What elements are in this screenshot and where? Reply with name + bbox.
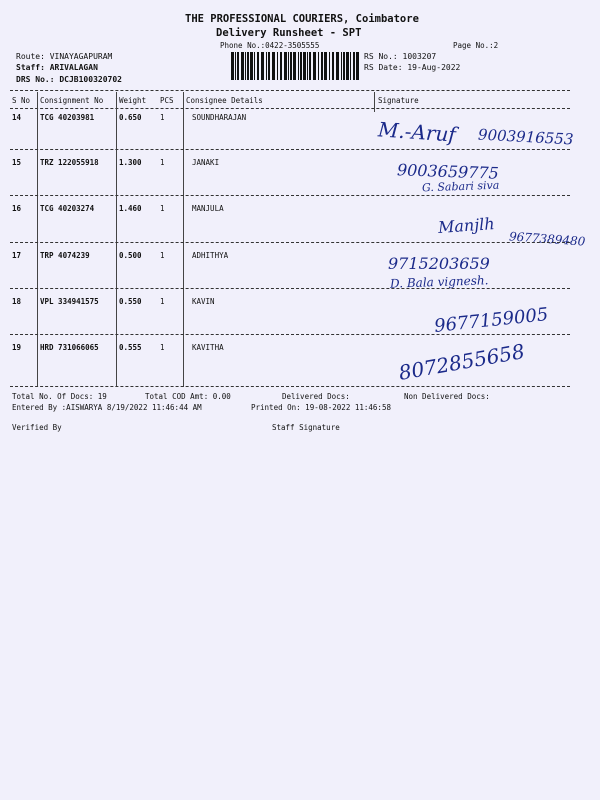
barcode-bar [309,52,311,80]
barcode-bar [329,52,330,80]
handwritten-signature: Manjlh [437,214,496,237]
col-consignee: Consignee Details [186,96,263,105]
column-rule [116,92,117,387]
row-divider [10,242,570,243]
barcode-bar [321,52,323,80]
barcode-bar [245,52,246,80]
barcode-bar [266,52,267,80]
barcode-bar [272,52,275,80]
total-docs: Total No. Of Docs: 19 [12,392,107,401]
handwritten-signature: 9715203659 [388,254,490,273]
staff-name: Staff: ARIVALAGAN [16,63,98,72]
row-consignee: KAVIN [192,297,215,306]
row-pcs: 1 [160,158,165,167]
row-pcs: 1 [160,113,165,122]
barcode-bar [237,52,239,80]
column-rule [37,92,38,387]
row-weight: 0.555 [119,343,142,352]
non-delivered-docs: Non Delivered Docs: [404,392,490,401]
barcode-bar [343,52,345,80]
row-pcs: 1 [160,297,165,306]
row-pcs: 1 [160,251,165,260]
row-consignee: MANJULA [192,204,224,213]
barcode-bar [261,52,264,80]
row-consignment: HRD 731066065 [40,343,99,352]
handwritten-signature: D. Bala vignesh. [389,273,489,291]
row-sno: 17 [12,251,22,260]
barcode-bar [250,52,253,80]
row-weight: 0.650 [119,113,142,122]
barcode-bar [298,52,299,80]
row-consignee: SOUNDHARAJAN [192,113,247,122]
printed-on: Printed On: 19-08-2022 11:46:58 [251,403,391,412]
row-sno: 19 [12,343,22,352]
barcode-bar [280,52,282,80]
barcode-bar [277,52,278,80]
divider [10,90,570,91]
barcode-bar [290,52,292,80]
barcode-bar [341,52,342,80]
handwritten-signature: G. Sabari siva [421,178,500,195]
col-pcs: PCS [160,96,174,105]
handwritten-signature: 9003659775 [396,160,500,183]
handwritten-signature: 8072855658 [396,339,527,385]
handwritten-signature: 9677159005 [433,304,550,337]
total-cod: Total COD Amt: 0.00 [145,392,231,401]
barcode-bar [303,52,306,80]
row-consignee: ADHITHYA [192,251,229,260]
row-divider [10,334,570,335]
row-divider [10,288,570,289]
row-consignment: TRP 4074239 [40,251,90,260]
barcode-bar [231,52,234,80]
barcode-bar [336,52,339,80]
barcode-bar [324,52,327,80]
rs-number: RS No.: 1003207 [364,52,437,61]
verified-by: Verified By [12,423,62,432]
barcode-bar [318,52,319,80]
column-rule [374,92,375,112]
barcode-bar [254,52,255,80]
barcode-bar [284,52,287,80]
row-sno: 18 [12,297,22,306]
entered-by: Entered By :AISWARYA 8/19/2022 11:46:44 AM [12,403,202,412]
row-weight: 1.460 [119,204,142,213]
company-name: THE PROFESSIONAL COURIERS, Coimbatore [185,13,419,25]
handwritten-signature: 9677389480 [508,229,586,249]
row-consignment: TRZ 122055918 [40,158,99,167]
row-divider [10,195,570,196]
col-sno: S No [12,96,31,105]
barcode-bar [257,52,259,80]
divider [10,386,570,387]
col-weight: Weight [119,96,147,105]
row-weight: 0.500 [119,251,142,260]
row-pcs: 1 [160,343,165,352]
handwritten-signature: 9003916553 [477,125,574,149]
staff-signature: Staff Signature [272,423,340,432]
handwritten-signature: M.-Aruf [377,117,457,147]
barcode-bar [313,52,316,80]
barcode [231,52,359,80]
row-divider [10,149,570,150]
barcode-bar [268,52,270,80]
barcode-bar [346,52,349,80]
row-consignment: VPL 334941575 [40,297,99,306]
row-consignment: TCG 40203274 [40,204,95,213]
page-number: Page No.:2 [453,41,499,50]
row-weight: 1.300 [119,158,142,167]
barcode-bar [293,52,296,80]
barcode-bar [241,52,244,80]
row-sno: 14 [12,113,22,122]
delivered-docs: Delivered Docs: [282,392,350,401]
phone-number: Phone No.:0422-3505555 [220,41,320,50]
row-consignee: KAVITHA [192,343,224,352]
barcode-bar [247,52,249,80]
rs-date: RS Date: 19-Aug-2022 [364,63,461,72]
divider [10,108,570,109]
row-pcs: 1 [160,204,165,213]
runsheet-title: Delivery Runsheet - SPT [216,27,362,39]
barcode-bar [332,52,334,80]
row-sno: 16 [12,204,22,213]
barcode-bar [307,52,308,80]
barcode-bar [235,52,236,80]
row-sno: 15 [12,158,22,167]
col-consignment: Consignment No [40,96,104,105]
barcode-bar [288,52,289,80]
barcode-bar [356,52,359,80]
barcode-bar [350,52,351,80]
route: Route: VINAYAGAPURAM [16,52,113,61]
row-weight: 0.550 [119,297,142,306]
drs-number: DRS No.: DCJB100320702 [16,75,122,84]
col-signature: Signature [378,96,419,105]
row-consignee: JANAKI [192,158,220,167]
barcode-bar [353,52,355,80]
row-consignment: TCG 40203981 [40,113,95,122]
barcode-bar [300,52,302,80]
column-rule [183,92,184,387]
